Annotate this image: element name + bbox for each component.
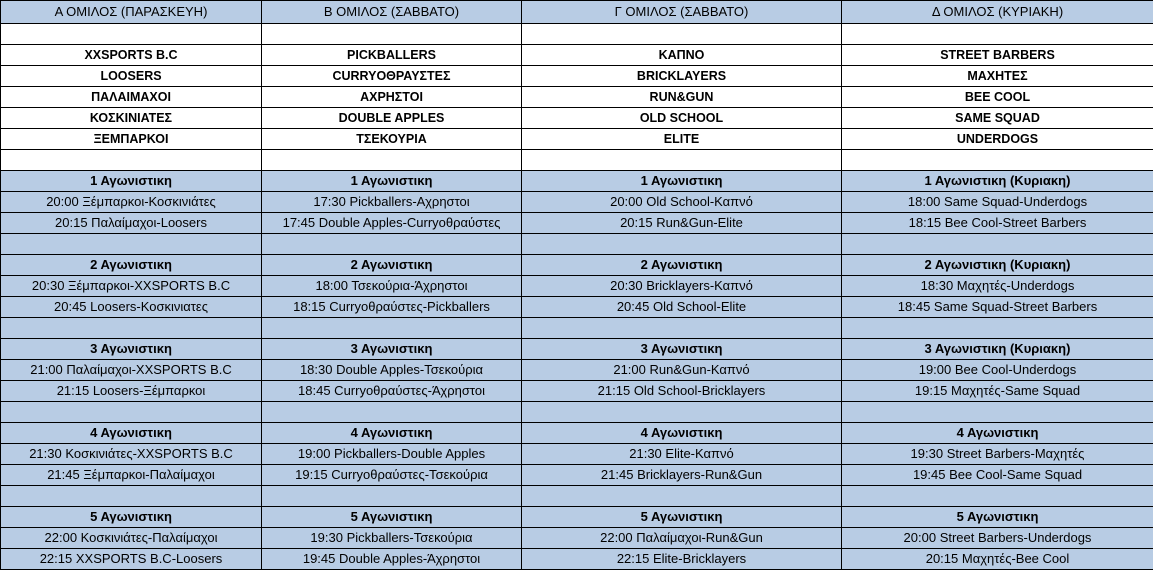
team-cell[interactable]: BEE COOL [842,87,1153,108]
match-cell[interactable]: 18:30 Double Apples-Τσεκούρια [262,360,522,381]
match-cell[interactable]: 22:15 XXSPORTS B.C-Loosers [1,549,262,570]
team-row [1,108,1153,129]
match-cell[interactable]: 19:30 Pickballers-Τσεκούρια [262,528,522,549]
team-cell[interactable]: XXSPORTS B.C [1,45,262,66]
round-title-cell[interactable]: 5 Αγωνιστικη [842,507,1153,528]
round-title-row [1,507,1153,528]
match-cell[interactable]: 18:00 Τσεκούρια-Άχρηστοι [262,276,522,297]
match-cell[interactable]: 20:15 Μαχητές-Bee Cool [842,549,1153,570]
team-cell[interactable]: BRICKLAYERS [522,66,842,87]
match-cell[interactable]: 18:30 Μαχητές-Underdogs [842,276,1153,297]
match-cell[interactable]: 21:45 Ξέμπαρκοι-Παλαίμαχοι [1,465,262,486]
team-cell[interactable]: ΠΑΛΑΙΜΑΧΟΙ [1,87,262,108]
match-cell[interactable]: 22:00 Παλαίμαχοι-Run&Gun [522,528,842,549]
empty-cell[interactable] [1,402,262,423]
empty-cell[interactable] [262,234,522,255]
empty-cell[interactable] [262,24,522,45]
match-cell[interactable]: 20:45 Loosers-Κοσκινιατες [1,297,262,318]
empty-cell[interactable] [262,486,522,507]
team-cell[interactable]: ELITE [522,129,842,150]
blank-row [1,234,1153,255]
empty-cell[interactable] [842,318,1153,339]
empty-cell[interactable] [1,318,262,339]
team-cell[interactable]: OLD SCHOOL [522,108,842,129]
blank-row [1,150,1153,171]
match-cell[interactable]: 19:15 Curryοθραύστες-Τσεκούρια [262,465,522,486]
match-cell[interactable]: 21:30 Elite-Καπνό [522,444,842,465]
round-title-cell[interactable]: 3 Αγωνιστικη [262,339,522,360]
team-cell[interactable]: PICKBALLERS [262,45,522,66]
match-row [1,213,1153,234]
match-cell[interactable]: 17:30 Pickballers-Αχρηστοι [262,192,522,213]
match-row [1,444,1153,465]
empty-cell[interactable] [262,402,522,423]
blank-row [1,486,1153,507]
round-title-cell[interactable]: 2 Αγωνιστικη [262,255,522,276]
match-cell[interactable]: 19:45 Double Apples-Άχρηστοι [262,549,522,570]
match-cell[interactable]: 21:30 Κοσκινιάτες-XXSPORTS B.C [1,444,262,465]
empty-cell[interactable] [522,402,842,423]
match-cell[interactable]: 20:15 Run&Gun-Elite [522,213,842,234]
empty-cell[interactable] [522,150,842,171]
round-title-cell[interactable]: 3 Αγωνιστικη [1,339,262,360]
round-title-cell[interactable]: 3 Αγωνιστικη [522,339,842,360]
empty-cell[interactable] [1,24,262,45]
match-cell[interactable]: 21:00 Παλαίμαχοι-XXSPORTS B.C [1,360,262,381]
match-cell[interactable]: 19:00 Pickballers-Double Apples [262,444,522,465]
round-title-row [1,255,1153,276]
empty-cell[interactable] [522,234,842,255]
team-row [1,66,1153,87]
round-title-cell[interactable]: 2 Αγωνιστικη [522,255,842,276]
match-cell[interactable]: 22:15 Elite-Bricklayers [522,549,842,570]
match-cell[interactable]: 20:45 Old School-Elite [522,297,842,318]
team-row [1,129,1153,150]
team-cell[interactable]: CURRYΟΘΡΑΥΣΤΕΣ [262,66,522,87]
match-row [1,360,1153,381]
match-row [1,549,1153,570]
team-row [1,87,1153,108]
team-cell[interactable]: LOOSERS [1,66,262,87]
match-cell[interactable]: 18:45 Curryοθραύστες-Άχρηστοι [262,381,522,402]
match-cell[interactable]: 21:15 Old School-Bricklayers [522,381,842,402]
match-cell[interactable]: 18:15 Curryοθραύστες-Pickballers [262,297,522,318]
round-title-cell[interactable]: 4 Αγωνιστικη [262,423,522,444]
team-cell[interactable]: ΚΟΣΚΙΝΙΑΤΕΣ [1,108,262,129]
empty-cell[interactable] [262,318,522,339]
round-title-cell[interactable]: 4 Αγωνιστικη [522,423,842,444]
empty-cell[interactable] [842,24,1153,45]
round-title-cell[interactable]: 1 Αγωνιστικη [1,171,262,192]
round-title-cell[interactable]: 1 Αγωνιστικη [262,171,522,192]
group-header-cell[interactable]: Α ΟΜΙΛΟΣ (ΠΑΡΑΣΚΕΥΗ) [1,1,262,24]
round-title-cell[interactable]: 2 Αγωνιστικη [1,255,262,276]
group-header-cell[interactable]: Δ ΟΜΙΛΟΣ (ΚΥΡΙΑΚΗ) [842,1,1153,24]
round-title-cell[interactable]: 3 Αγωνιστικη (Κυριακη) [842,339,1153,360]
team-cell[interactable]: UNDERDOGS [842,129,1153,150]
round-title-row [1,339,1153,360]
match-cell[interactable]: 20:30 Ξέμπαρκοι-XXSPORTS B.C [1,276,262,297]
match-row [1,297,1153,318]
team-cell[interactable]: ΤΣΕΚΟΥΡΙΑ [262,129,522,150]
round-title-row [1,423,1153,444]
blank-row [1,318,1153,339]
empty-cell[interactable] [842,402,1153,423]
empty-cell[interactable] [1,234,262,255]
empty-cell[interactable] [522,24,842,45]
empty-cell[interactable] [842,486,1153,507]
round-title-cell[interactable]: 1 Αγωνιστικη [522,171,842,192]
round-title-cell[interactable]: 4 Αγωνιστικη [842,423,1153,444]
match-row [1,192,1153,213]
match-cell[interactable]: 18:15 Bee Cool-Street Barbers [842,213,1153,234]
match-cell[interactable]: 19:30 Street Barbers-Μαχητές [842,444,1153,465]
team-cell[interactable]: ΚΑΠΝΟ [522,45,842,66]
group-header-cell[interactable]: Γ ΟΜΙΛΟΣ (ΣΑΒΒΑΤΟ) [522,1,842,24]
round-title-row [1,171,1153,192]
round-title-cell[interactable]: 5 Αγωνιστικη [1,507,262,528]
match-cell[interactable]: 21:15 Loosers-Ξέμπαρκοι [1,381,262,402]
match-row [1,528,1153,549]
team-cell[interactable]: ΜΑΧΗΤΕΣ [842,66,1153,87]
team-cell[interactable]: ΞΕΜΠΑΡΚΟΙ [1,129,262,150]
round-title-cell[interactable]: 2 Αγωνιστικη (Κυριακη) [842,255,1153,276]
team-row [1,45,1153,66]
empty-cell[interactable] [522,486,842,507]
match-cell[interactable]: 20:00 Street Barbers-Underdogs [842,528,1153,549]
round-title-cell[interactable]: 4 Αγωνιστικη [1,423,262,444]
round-title-cell[interactable]: 5 Αγωνιστικη [522,507,842,528]
group-header-row [1,1,1153,24]
match-cell[interactable]: 18:45 Same Squad-Street Barbers [842,297,1153,318]
team-cell[interactable]: ΑΧΡΗΣΤΟΙ [262,87,522,108]
empty-cell[interactable] [1,150,262,171]
match-cell[interactable]: 20:15 Παλαίμαχοι-Loosers [1,213,262,234]
match-cell[interactable]: 20:30 Bricklayers-Καπνό [522,276,842,297]
match-cell[interactable]: 21:45 Bricklayers-Run&Gun [522,465,842,486]
match-cell[interactable]: 20:00 Ξέμπαρκοι-Κοσκινιάτες [1,192,262,213]
round-title-cell[interactable]: 1 Αγωνιστικη (Κυριακη) [842,171,1153,192]
match-cell[interactable]: 19:15 Μαχητές-Same Squad [842,381,1153,402]
team-cell[interactable]: DOUBLE APPLES [262,108,522,129]
empty-cell[interactable] [842,234,1153,255]
round-title-cell[interactable]: 5 Αγωνιστικη [262,507,522,528]
empty-cell[interactable] [1,486,262,507]
team-cell[interactable]: SAME SQUAD [842,108,1153,129]
match-row [1,276,1153,297]
team-cell[interactable]: STREET BARBERS [842,45,1153,66]
empty-cell[interactable] [262,150,522,171]
match-cell[interactable]: 20:00 Old School-Καπνό [522,192,842,213]
match-cell[interactable]: 21:00 Run&Gun-Καπνό [522,360,842,381]
blank-row [1,402,1153,423]
match-cell[interactable]: 19:00 Bee Cool-Underdogs [842,360,1153,381]
blank-row [1,24,1153,45]
empty-cell[interactable] [522,318,842,339]
match-cell[interactable]: 19:45 Bee Cool-Same Squad [842,465,1153,486]
match-row [1,465,1153,486]
match-cell[interactable]: 22:00 Κοσκινιάτες-Παλαίμαχοι [1,528,262,549]
team-cell[interactable]: RUN&GUN [522,87,842,108]
empty-cell[interactable] [842,150,1153,171]
match-row [1,381,1153,402]
group-header-cell[interactable]: Β ΟΜΙΛΟΣ (ΣΑΒΒΑΤΟ) [262,1,522,24]
match-cell[interactable]: 17:45 Double Apples-Curryοθραύστες [262,213,522,234]
match-cell[interactable]: 18:00 Same Squad-Underdogs [842,192,1153,213]
